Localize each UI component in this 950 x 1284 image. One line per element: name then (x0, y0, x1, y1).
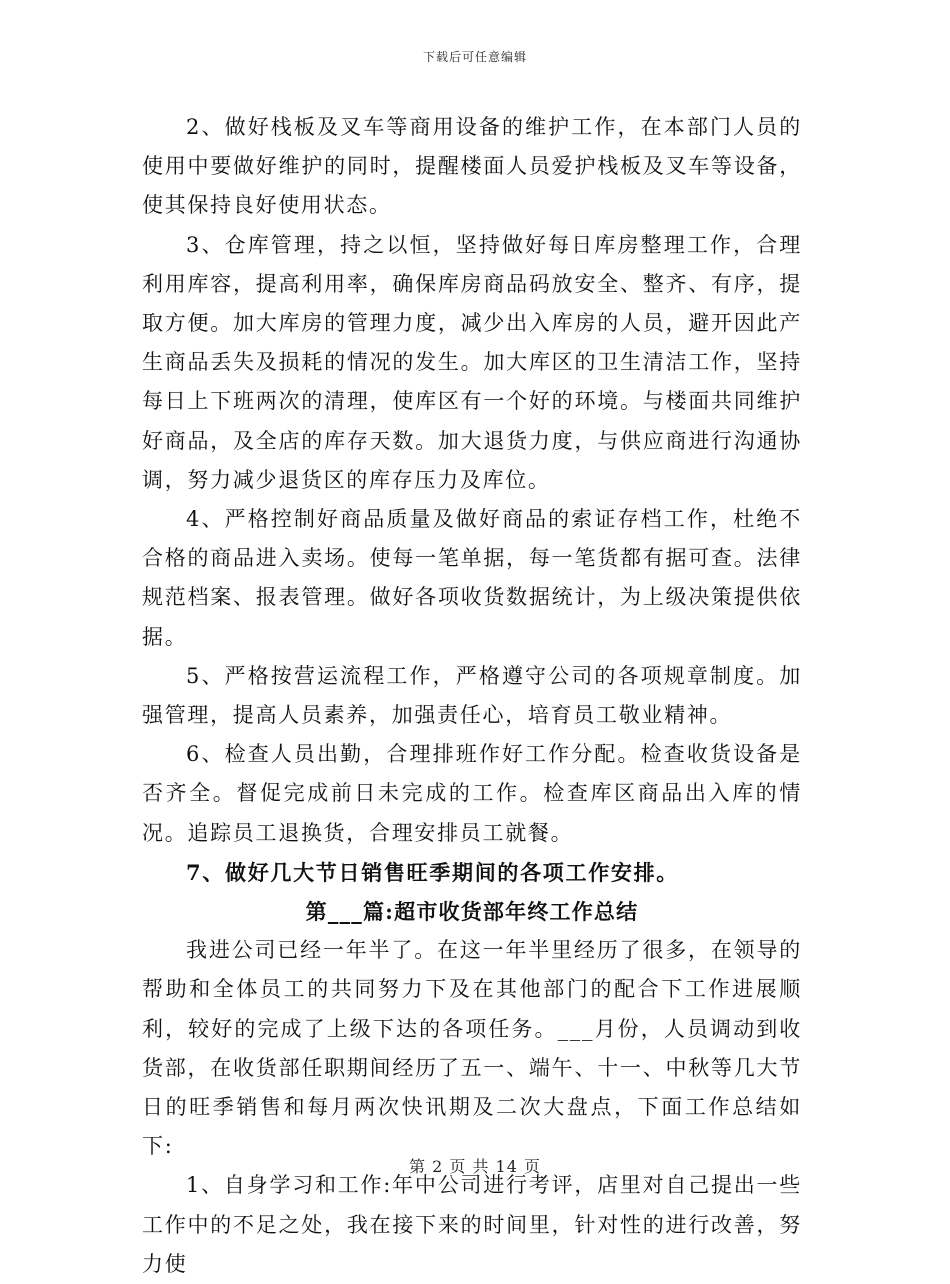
section-intro-paragraph: 我进公司已经一年半了。在这一年半里经历了很多，在领导的帮助和全体员工的共同努力下及在其他部门的配合下工作进展顺利，较好的完成了上级下达的各项任务。___月份，人员调动到收货部，在收货部任职期间经历了五一、端午、十一、中秋等几大节日的旺季销售和每月两次快讯期及二次大盘点，下面工作总结如下: (142, 938, 802, 1159)
document-body (142, 108, 802, 1284)
page-number-footer: 第 2 页 共 14 页 (409, 1157, 541, 1176)
paragraph-item-4: 4、严格控制好商品质量及做好商品的索证存档工作，杜绝不合格的商品进入卖场。使每一笔单据，每一笔货都有据可查。法律规范档案、报表管理。做好各项收货数据统计，为上级决策提供依据。 (142, 507, 802, 649)
page-header-note: 下载后可任意编辑 (422, 50, 527, 64)
paragraph-item-6: 6、检查人员出勤，合理排班作好工作分配。检查收货设备是否齐全。督促完成前日未完成的工作。检查库区商品出入库的情况。追踪员工退换货，合理安排员工就餐。 (142, 742, 802, 845)
paragraph-item-2: 2、做好栈板及叉车等商用设备的维护工作，在本部门人员的使用中要做好维护的同时，提醒楼面人员爱护栈板及叉车等设备，使其保持良好使用状态。 (142, 115, 802, 218)
section-title: 第___篇:超市收货部年终工作总结 (305, 899, 639, 925)
paragraph-item-5: 5、严格按营运流程工作，严格遵守公司的各项规章制度。加强管理，提高人员素养，加强责任心，培育员工敬业精神。 (142, 663, 802, 728)
section-item-1-paragraph: 1、自身学习和工作:年中公司进行考评，店里对自己提出一些工作中的不足之处，我在接下来的时间里，针对性的进行改善，努力使 (142, 1173, 802, 1276)
paragraph-item-3: 3、仓库管理，持之以恒，坚持做好每日库房整理工作，合理利用库容，提高利用率，确保库房商品码放安全、整齐、有序，提取方便。加大库房的管理力度，减少出入库房的人员，避开因此产生商品丢失及损耗的情况的发生。加大库区的卫生清洁工作，坚持每日上下班两次的清理，使库区有一个好的环境。与楼面共同维护好商品，及全店的库存天数。加大退货力度，与供应商进行沟通协调，努力减少退货区的库存压力及库位。 (142, 232, 802, 492)
paragraph-item-7-bold: 7、做好几大节日销售旺季期间的各项工作安排。 (186, 859, 680, 885)
